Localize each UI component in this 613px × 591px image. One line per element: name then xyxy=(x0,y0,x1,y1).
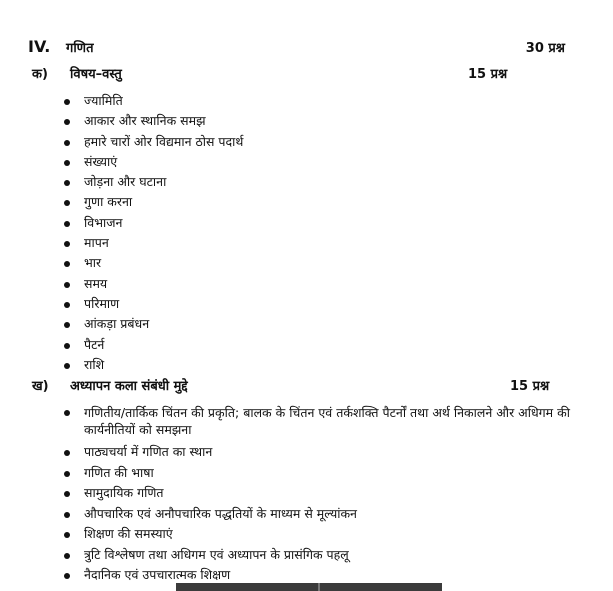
section-question-count: 30 प्रश्न xyxy=(525,41,565,56)
list-item: जोड़ना और घटाना xyxy=(62,172,243,192)
list-item: आंकड़ा प्रबंधन xyxy=(62,314,243,334)
list-item: भार xyxy=(62,253,243,273)
subsection-b-label: ख) xyxy=(32,379,49,394)
bottom-toolbar[interactable] xyxy=(176,583,442,591)
list-item: गुणा करना xyxy=(62,192,243,212)
subsection-b-topic-list xyxy=(62,403,596,586)
list-item: शिक्षण की समस्याएं xyxy=(62,524,596,545)
subsection-a-label: क) xyxy=(32,67,48,82)
subsection-a-question-count: 15 प्रश्न xyxy=(468,67,508,82)
subsection-a-topic-list xyxy=(62,91,243,375)
list-item: संख्याएं xyxy=(62,152,243,172)
list-item: गणित की भाषा xyxy=(62,463,596,484)
list-item: आकार और स्थानिक समझ xyxy=(62,111,243,131)
subsection-b-question-count: 15 प्रश्न xyxy=(510,379,550,394)
list-item: सामुदायिक गणित xyxy=(62,483,596,504)
list-item: मापन xyxy=(62,233,243,253)
list-item: औपचारिक एवं अनौपचारिक पद्धतियों के माध्यम से मूल्यांकन xyxy=(62,504,596,525)
section-title: गणित xyxy=(66,41,94,56)
list-item: राशि xyxy=(62,355,243,375)
list-item: पाठ्यचर्या में गणित का स्थान xyxy=(62,442,596,463)
subsection-a-title: विषय–वस्तु xyxy=(70,67,122,82)
list-item: परिमाण xyxy=(62,294,243,314)
list-item: समय xyxy=(62,274,243,294)
list-item: हमारे चारों ओर विद्यमान ठोस पदार्थ xyxy=(62,132,243,152)
list-item: पैटर्न xyxy=(62,335,243,355)
list-item: नैदानिक एवं उपचारात्मक शिक्षण xyxy=(62,565,596,586)
toolbar-divider xyxy=(318,583,320,591)
subsection-b-title: अध्यापन कला संबंधी मुद्दे xyxy=(70,379,188,394)
list-item: गणितीय/तार्किक चिंतन की प्रकृति; बालक के चिंतन एवं तर्कशक्ति पैटर्नों तथा अर्थ निकालने और अधिगम की कार्यनीतियों को समझना xyxy=(62,403,596,442)
list-item: विभाजन xyxy=(62,213,243,233)
section-number: IV. xyxy=(28,37,51,56)
list-item: ज्यामिति xyxy=(62,91,243,111)
list-item: त्रुटि विश्लेषण तथा अधिगम एवं अध्यापन के प्रासंगिक पहलू xyxy=(62,545,596,566)
